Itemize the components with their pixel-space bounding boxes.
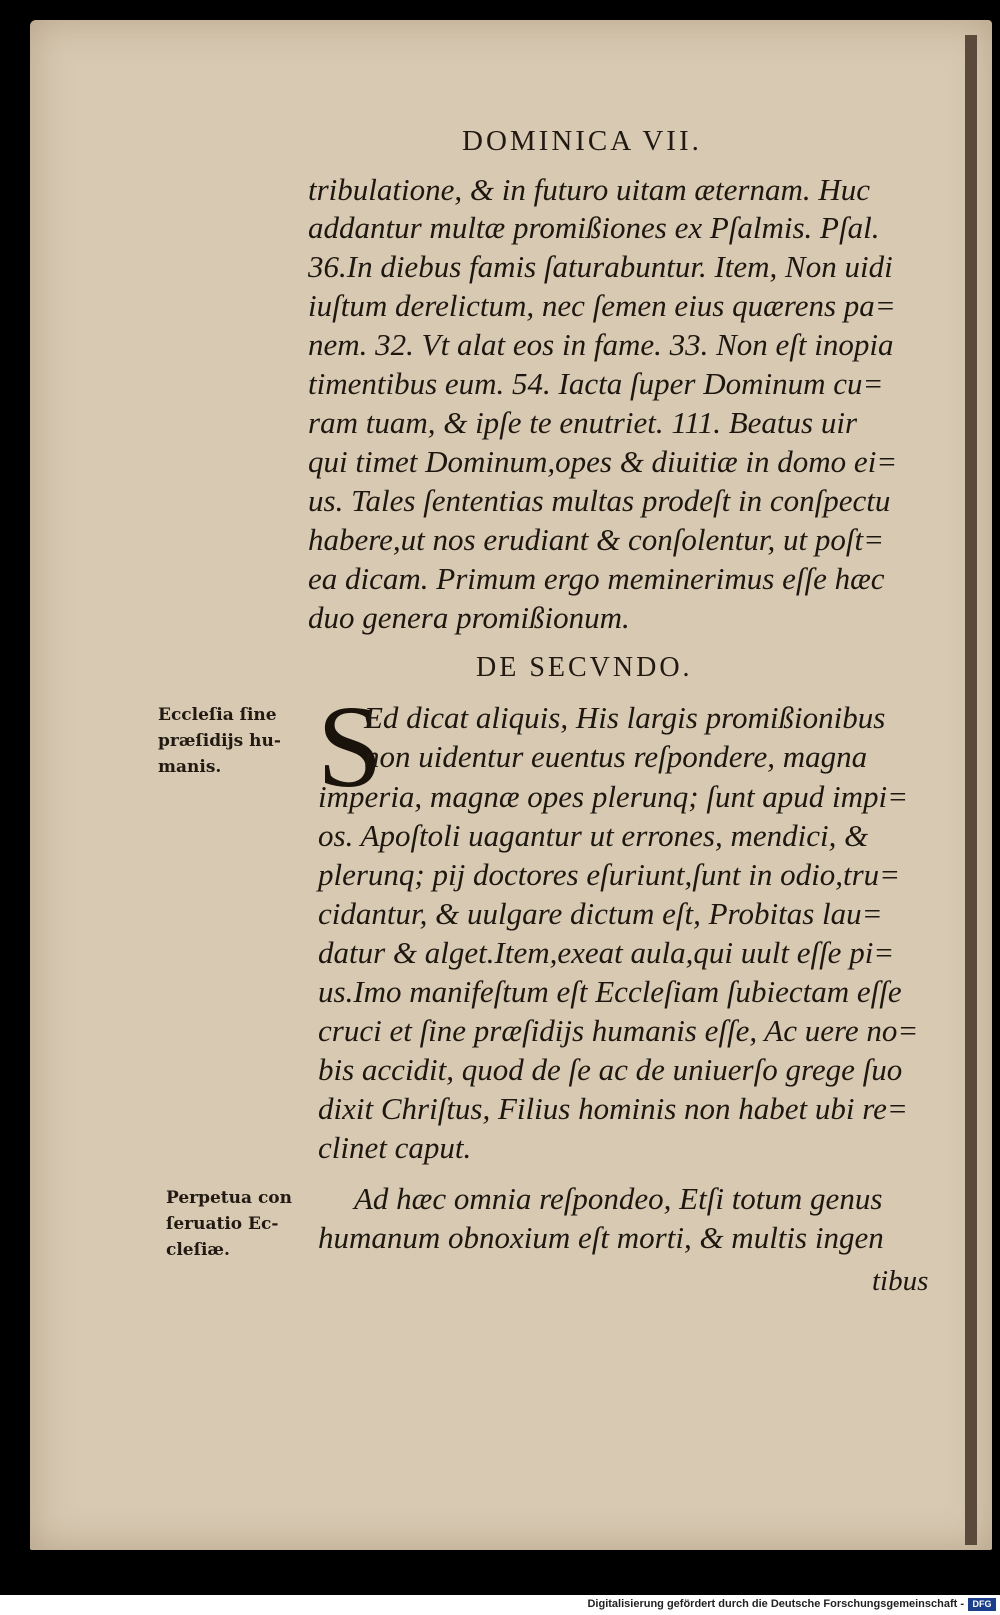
body-line: ram tuam, & ipſe te enutriet. 111. Beatus uir	[308, 405, 858, 440]
section-line: plerunq; pij doctores eſuriunt,ſunt in odio,tru=	[318, 857, 901, 892]
body-line: tribulatione, & in futuro uitam æternam. Huc	[308, 172, 871, 207]
body-line: addantur multæ promißiones ex Pſalmis. Pſal.	[308, 210, 880, 245]
body-line: timentibus eum. 54. Iacta ſuper Dominum cu=	[308, 366, 884, 401]
margin-note-line: manis.	[158, 757, 222, 777]
section-line: us.Imo manifeſtum eſt Eccleſiam ſubiectam eſſe	[318, 974, 902, 1009]
margin-note-line: Eccleſia ſine	[158, 705, 277, 725]
final-line: Ad hæc omnia reſpondeo, Etſi totum genus	[354, 1181, 883, 1216]
section-line: dixit Chriſtus, Filius hominis non habet ubi re=	[318, 1091, 908, 1126]
section-line: non uidentur euentus reſpondere, magna	[364, 739, 868, 774]
section-line: datur & alget.Item,exeat aula,qui uult eſſe pi=	[318, 935, 895, 970]
section-line: Ed dicat aliquis, His largis promißionibus	[364, 700, 886, 735]
section-heading: DE SECVNDO.	[476, 652, 693, 683]
margin-note-ecclesia	[158, 702, 281, 780]
section-line: clinet caput.	[318, 1130, 472, 1165]
dfg-logo: DFG	[968, 1598, 996, 1611]
margin-note-line: præſidijs hu-	[158, 731, 281, 751]
digitization-credit: Digitalisierung gefördert durch die Deutsche Forschungsgemeinschaft -	[587, 1598, 964, 1610]
body-line: 36.In diebus famis ſaturabuntur. Item, Non uidi	[308, 249, 893, 284]
body-line: iuſtum derelictum, nec ſemen eius quærens pa=	[308, 288, 896, 323]
margin-note-line: ſeruatio Ec-	[166, 1214, 279, 1234]
section-line: bis accidit, quod de ſe ac de uniuerſo grege ſuo	[318, 1052, 903, 1087]
section-line: os. Apoſtoli uagantur ut errones, mendici, &	[318, 818, 869, 853]
section-line: cidantur, & uulgare dictum eſt, Probitas lau=	[318, 896, 883, 931]
page-edge	[965, 35, 977, 1545]
body-line: duo genera promißionum.	[308, 600, 630, 635]
catchword: tibus	[872, 1265, 929, 1297]
body-line: us. Tales ſententias multas prodeſt in conſpectu	[308, 483, 891, 518]
body-line: qui timet Dominum,opes & diuitiæ in domo ei=	[308, 444, 898, 479]
running-head: DOMINICA VII.	[462, 125, 702, 157]
body-line: habere,ut nos erudiant & conſolentur, ut poſt=	[308, 522, 885, 557]
margin-note-perpetua	[166, 1185, 292, 1263]
body-line: ea dicam. Primum ergo meminerimus eſſe hæc	[308, 561, 885, 596]
final-line: humanum obnoxium eſt morti, & multis ingen	[318, 1220, 884, 1255]
section-line: cruci et ſine præſidijs humanis eſſe, Ac uere no=	[318, 1013, 919, 1048]
body-line: nem. 32. Vt alat eos in fame. 33. Non eſt inopia	[308, 327, 894, 362]
drop-cap-initial: S	[317, 681, 383, 812]
section-line: imperia, magnæ opes plerunq; ſunt apud impi=	[318, 779, 909, 814]
margin-note-line: Perpetua con	[166, 1188, 292, 1208]
margin-note-line: cleſiæ.	[166, 1240, 230, 1260]
